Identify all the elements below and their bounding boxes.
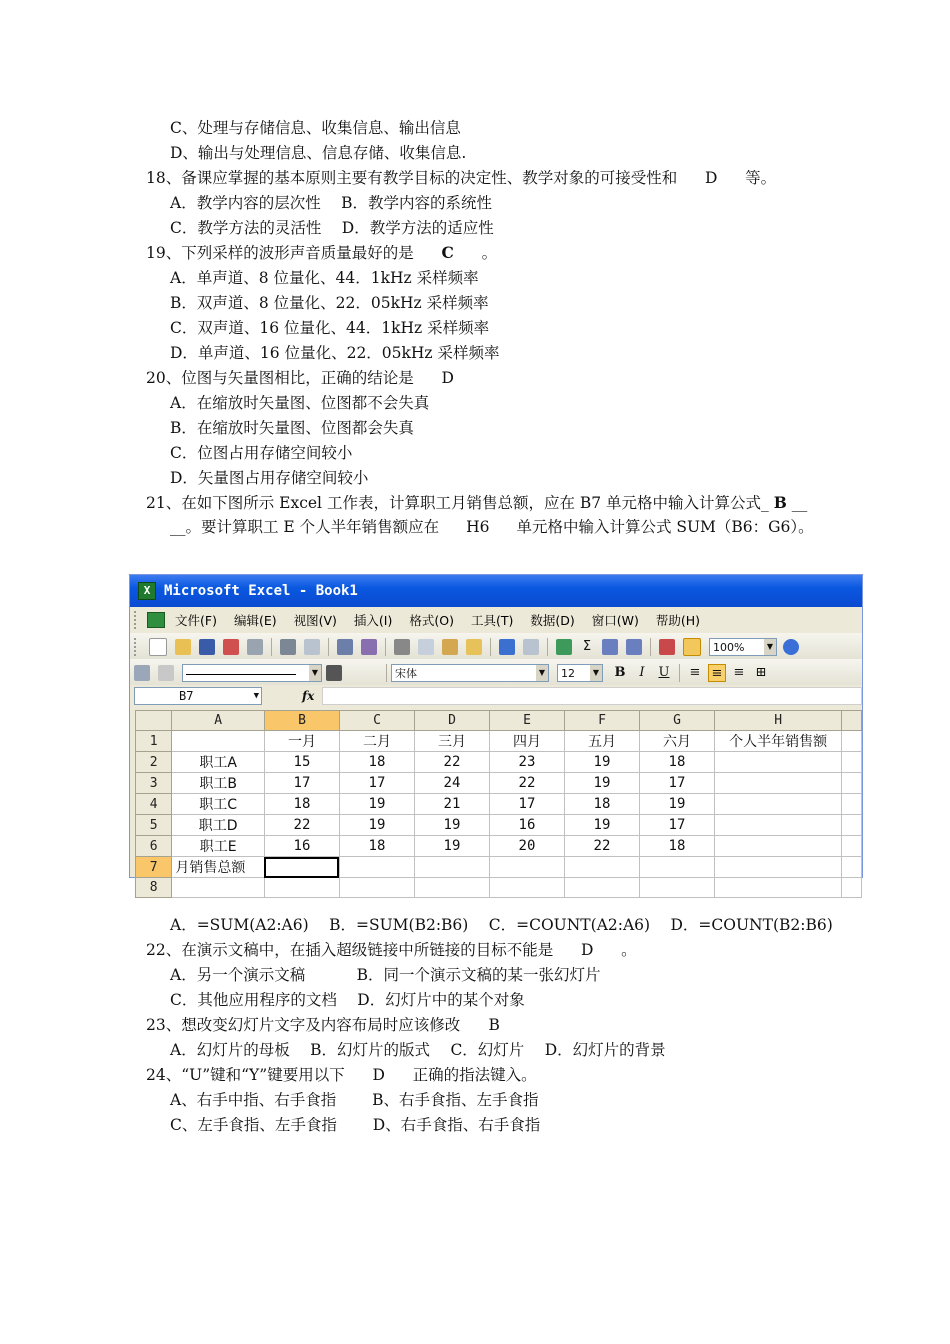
cell[interactable]: [842, 794, 862, 815]
eraser-icon[interactable]: [158, 665, 174, 681]
cell[interactable]: [842, 731, 862, 752]
cell[interactable]: 24: [414, 773, 489, 794]
menu-file[interactable]: 文件(F): [175, 613, 217, 628]
font-size-combo[interactable]: [557, 664, 603, 682]
question-22-options-cd: C．其他应用程序的文档 D．幻灯片中的某个对象: [170, 991, 525, 1009]
question-18-options-ab: A．教学内容的层次性 B．教学内容的系统性: [170, 194, 493, 212]
cell[interactable]: [714, 752, 841, 773]
question-21-line2-a: __。要计算职工 E 个人半年销售额应在: [170, 518, 440, 536]
cut-icon[interactable]: [394, 639, 410, 655]
question-24-options-cd: C、左手食指、左手食指 D、右手食指、右手食指: [170, 1116, 541, 1134]
cell[interactable]: 19: [339, 794, 414, 815]
question-23-text: 23、想改变幻灯片文字及内容布局时应该修改: [146, 1016, 461, 1034]
cell[interactable]: 职工E: [172, 836, 265, 857]
question-21-line2: [170, 517, 814, 537]
question-20-option-a: A．在缩放时矢量图、位图都不会失真: [170, 394, 430, 412]
question-21-options: A．=SUM(A2:A6) B．=SUM(B2:B6) C．=COUNT(A2:A6) D．=COUNT(B2:B6): [170, 916, 833, 934]
cell[interactable]: [714, 836, 841, 857]
cell[interactable]: 22: [564, 836, 639, 857]
cell[interactable]: 四月: [489, 731, 564, 752]
question-24: [146, 1065, 537, 1085]
cell[interactable]: 22: [414, 752, 489, 773]
cell[interactable]: 三月: [414, 731, 489, 752]
worksheet-grid: [135, 710, 862, 898]
row-header[interactable]: 3: [136, 773, 172, 794]
cell[interactable]: [172, 731, 265, 752]
question-22-answer: D: [580, 941, 594, 959]
toolbar-separator: [328, 638, 329, 656]
align-left-button[interactable]: ≡: [689, 665, 701, 680]
cell[interactable]: 16: [264, 836, 339, 857]
question-21-text: 21、在如下图所示 Excel 工作表，计算职工月销售总额，应在 B7 单元格中输入计算公式_: [146, 494, 769, 512]
question-20-answer: D: [441, 369, 454, 387]
cell[interactable]: 17: [489, 794, 564, 815]
question-20-text: 20、位图与矢量图相比，正确的结论是: [146, 369, 414, 387]
column-header-f[interactable]: F: [564, 711, 639, 731]
spelling-icon[interactable]: [337, 639, 353, 655]
edit-icon[interactable]: [134, 665, 150, 681]
question-24-answer: D: [372, 1066, 385, 1084]
cell[interactable]: 17: [639, 815, 714, 836]
cell[interactable]: [842, 773, 862, 794]
question-21: [146, 493, 807, 513]
menu-help[interactable]: 帮助(H): [655, 613, 701, 628]
zoom-value: 100%: [713, 641, 745, 654]
paste-icon[interactable]: [442, 639, 458, 655]
question-19-answer: C: [441, 243, 454, 262]
sort-descending-icon[interactable]: [626, 639, 642, 655]
chevron-down-icon[interactable]: ▼: [764, 639, 776, 655]
question-20-option-c: C．位图占用存储空间较小: [170, 444, 353, 462]
column-header-row: [136, 711, 862, 731]
cell[interactable]: [714, 815, 841, 836]
menu-edit[interactable]: 编辑(E): [233, 613, 277, 628]
cell[interactable]: 17: [264, 773, 339, 794]
print-icon[interactable]: [280, 639, 296, 655]
save-icon[interactable]: [199, 639, 215, 655]
menu-view[interactable]: 视图(V): [293, 613, 337, 628]
table-row: [136, 815, 862, 836]
cell[interactable]: 六月: [639, 731, 714, 752]
chevron-down-icon[interactable]: ▼: [253, 691, 259, 701]
cell[interactable]: [489, 878, 564, 898]
chevron-down-icon[interactable]: ▼: [309, 665, 321, 681]
table-row: [136, 857, 862, 878]
excel-window-screenshot: [129, 574, 863, 895]
excel-window-title: Microsoft Excel - Book1: [164, 583, 358, 599]
toolbar-separator: [547, 638, 548, 656]
cell[interactable]: 23: [489, 752, 564, 773]
research-icon[interactable]: [361, 639, 377, 655]
open-icon[interactable]: [175, 639, 191, 655]
cell[interactable]: 22: [264, 815, 339, 836]
question-19-option-c: C．双声道、16 位量化、44．1kHz 采样频率: [170, 319, 490, 337]
menu-format[interactable]: 格式(O): [409, 613, 454, 628]
cell[interactable]: 19: [564, 773, 639, 794]
cell[interactable]: 19: [564, 752, 639, 773]
toolbar-separator: [650, 638, 651, 656]
cell[interactable]: [842, 857, 862, 878]
cell[interactable]: 18: [564, 794, 639, 815]
cell[interactable]: 二月: [339, 731, 414, 752]
cell[interactable]: [842, 815, 862, 836]
table-row: [136, 794, 862, 815]
cell[interactable]: 18: [339, 836, 414, 857]
cell[interactable]: 五月: [564, 731, 639, 752]
question-23-options: A．幻灯片的母板 B．幻灯片的版式 C．幻灯片 D．幻灯片的背景: [170, 1041, 666, 1059]
column-header-c[interactable]: C: [339, 711, 414, 731]
menu-tools[interactable]: 工具(T): [470, 613, 514, 628]
question-23: [146, 1015, 501, 1035]
bold-button[interactable]: B: [614, 665, 626, 680]
cell[interactable]: 18: [264, 794, 339, 815]
toolbar-grip-icon: [134, 638, 141, 656]
question-18-answer: D: [704, 169, 718, 187]
align-center-button[interactable]: ≡: [708, 664, 726, 682]
cell[interactable]: 19: [339, 815, 414, 836]
cell[interactable]: [714, 857, 841, 878]
name-box-value: B7: [179, 689, 194, 703]
question-20-option-d: D．矢量图占用存储空间较小: [170, 469, 369, 487]
formula-input[interactable]: [322, 687, 862, 705]
cell[interactable]: [714, 794, 841, 815]
row-header[interactable]: 7: [136, 857, 172, 878]
function-icon[interactable]: fx: [302, 689, 315, 703]
question-19-tail: 。: [481, 244, 498, 262]
cell[interactable]: [714, 878, 841, 898]
cell[interactable]: 月销售总额: [172, 857, 265, 878]
column-header-d[interactable]: D: [414, 711, 489, 731]
cell[interactable]: 个人半年销售额: [714, 731, 841, 752]
cell[interactable]: 21: [414, 794, 489, 815]
excel-title-bar: [130, 575, 862, 607]
question-19-option-d: D．单声道、16 位量化、22．05kHz 采样频率: [170, 344, 500, 362]
standard-toolbar: [130, 633, 862, 662]
redo-icon[interactable]: [523, 639, 539, 655]
question-22-text: 22、在演示文稿中，在插入超级链接中所链接的目标不能是: [146, 941, 554, 959]
menu-grip-icon: [134, 611, 141, 629]
cell[interactable]: [639, 878, 714, 898]
help-icon[interactable]: [783, 639, 799, 655]
cell[interactable]: 18: [639, 752, 714, 773]
merge-center-button[interactable]: ⊞: [755, 665, 767, 680]
cell[interactable]: 职工B: [172, 773, 265, 794]
cell[interactable]: 19: [414, 815, 489, 836]
font-size-value: 12: [561, 667, 575, 680]
select-all-corner[interactable]: [136, 711, 172, 731]
cell[interactable]: [264, 878, 339, 898]
cell[interactable]: 19: [564, 815, 639, 836]
cell[interactable]: 16: [489, 815, 564, 836]
row-header[interactable]: 4: [136, 794, 172, 815]
q17-option-c: C、处理与存储信息、收集信息、输出信息: [170, 119, 461, 137]
undo-icon[interactable]: [499, 639, 515, 655]
column-header-e[interactable]: E: [489, 711, 564, 731]
line-style-preview: [186, 674, 296, 675]
chevron-down-icon[interactable]: ▼: [536, 665, 548, 681]
autosum-button[interactable]: Σ: [582, 639, 592, 654]
question-18: [146, 168, 776, 188]
question-21-tail: __: [791, 494, 808, 512]
copy-icon[interactable]: [418, 639, 434, 655]
cell[interactable]: 22: [489, 773, 564, 794]
question-22-options-ab: A．另一个演示文稿 B．同一个演示文稿的某一张幻灯片: [170, 966, 601, 984]
font-name-combo[interactable]: [391, 664, 549, 682]
question-21-answer: B: [773, 493, 787, 512]
email-icon[interactable]: [247, 639, 263, 655]
table-row: [136, 731, 862, 752]
cell[interactable]: [842, 836, 862, 857]
cell[interactable]: 18: [639, 836, 714, 857]
zoom-combo[interactable]: [709, 638, 777, 656]
cell[interactable]: 职工D: [172, 815, 265, 836]
question-18-tail: 等。: [745, 169, 777, 187]
column-header-g[interactable]: G: [639, 711, 714, 731]
cell[interactable]: 一月: [264, 731, 339, 752]
column-header-i[interactable]: [842, 711, 862, 731]
column-header-b[interactable]: B: [264, 711, 339, 731]
cell[interactable]: [489, 857, 564, 878]
chevron-down-icon[interactable]: ▼: [590, 665, 602, 681]
column-header-h[interactable]: H: [714, 711, 841, 731]
italic-button[interactable]: I: [639, 665, 645, 680]
active-cell-b7[interactable]: [264, 857, 339, 878]
cell[interactable]: 18: [339, 752, 414, 773]
workbook-icon[interactable]: [147, 612, 165, 628]
question-24-tail: 正确的指法键入。: [412, 1066, 537, 1084]
cell[interactable]: [339, 857, 414, 878]
row-header[interactable]: 2: [136, 752, 172, 773]
cell[interactable]: [842, 752, 862, 773]
line-color-icon[interactable]: [326, 665, 342, 681]
font-name-value: 宋体: [395, 667, 417, 680]
excel-menu-bar: [130, 607, 862, 633]
cell[interactable]: 职工C: [172, 794, 265, 815]
q17-option-d: D、输出与处理信息、信息存储、收集信息.: [170, 144, 467, 162]
cell[interactable]: 15: [264, 752, 339, 773]
question-20: [146, 368, 455, 388]
cell[interactable]: [714, 773, 841, 794]
menu-data[interactable]: 数据(D): [530, 613, 575, 628]
cell[interactable]: 20: [489, 836, 564, 857]
line-style-combo[interactable]: [182, 664, 322, 682]
excel-app-icon: X: [138, 582, 156, 600]
question-22: [146, 940, 637, 960]
question-20-option-b: B．在缩放时矢量图、位图都会失真: [170, 419, 414, 437]
table-row: [136, 773, 862, 794]
hyperlink-icon[interactable]: [556, 639, 572, 655]
toolbar-separator: [386, 664, 387, 682]
row-header[interactable]: 5: [136, 815, 172, 836]
cell[interactable]: [414, 857, 489, 878]
cell[interactable]: [172, 878, 265, 898]
permission-icon[interactable]: [223, 639, 239, 655]
row-header[interactable]: 1: [136, 731, 172, 752]
formatting-toolbar: [130, 659, 862, 688]
new-icon[interactable]: [149, 638, 167, 656]
question-21-line2-b: 单元格中输入计算公式 SUM（B6：G6）。: [516, 518, 814, 536]
menu-insert[interactable]: 插入(I): [353, 613, 393, 628]
question-19-option-a: A．单声道、8 位量化、44．1kHz 采样频率: [170, 269, 479, 287]
column-header-a[interactable]: A: [172, 711, 265, 731]
cell[interactable]: [842, 878, 862, 898]
cell[interactable]: 17: [639, 773, 714, 794]
print-preview-icon[interactable]: [304, 639, 320, 655]
cell[interactable]: [564, 857, 639, 878]
cell[interactable]: [639, 857, 714, 878]
question-19: [146, 243, 497, 263]
underline-button[interactable]: U: [658, 665, 670, 680]
cell[interactable]: 17: [339, 773, 414, 794]
chart-wizard-icon[interactable]: [659, 639, 675, 655]
question-24-options-ab: A、右手中指、右手食指 B、右手食指、左手食指: [170, 1091, 539, 1109]
cell[interactable]: 19: [414, 836, 489, 857]
question-24-text: 24、“U”键和“Y”键要用以下: [146, 1066, 345, 1084]
question-18-options-cd: C．教学方法的灵活性 D．教学方法的适应性: [170, 219, 494, 237]
toolbar-separator: [490, 638, 491, 656]
table-row: [136, 752, 862, 773]
question-19-option-b: B．双声道、8 位量化、22．05kHz 采样频率: [170, 294, 489, 312]
name-box[interactable]: [134, 687, 262, 705]
question-22-tail: 。: [621, 941, 637, 959]
cell[interactable]: [564, 878, 639, 898]
row-header[interactable]: 6: [136, 836, 172, 857]
table-row: [136, 878, 862, 898]
format-painter-icon[interactable]: [466, 639, 482, 655]
menu-window[interactable]: 窗口(W): [591, 613, 639, 628]
align-right-button[interactable]: ≡: [733, 665, 745, 680]
toolbar-separator: [385, 638, 386, 656]
cell[interactable]: 19: [639, 794, 714, 815]
question-18-text: 18、备课应掌握的基本原则主要有教学目标的决定性、教学对象的可接受性和: [146, 169, 678, 187]
cell[interactable]: [414, 878, 489, 898]
cell[interactable]: 职工A: [172, 752, 265, 773]
toolbar-separator: [271, 638, 272, 656]
question-19-text: 19、下列采样的波形声音质量最好的是: [146, 244, 414, 262]
question-23-answer: B: [488, 1016, 500, 1034]
formula-bar: [130, 685, 862, 707]
table-row: [136, 836, 862, 857]
sort-ascending-icon[interactable]: [602, 639, 618, 655]
toolbar-separator: [679, 664, 680, 682]
drawing-icon[interactable]: [683, 638, 701, 656]
row-header[interactable]: 8: [136, 878, 172, 898]
question-21-cell: H6: [466, 518, 490, 536]
cell[interactable]: [339, 878, 414, 898]
